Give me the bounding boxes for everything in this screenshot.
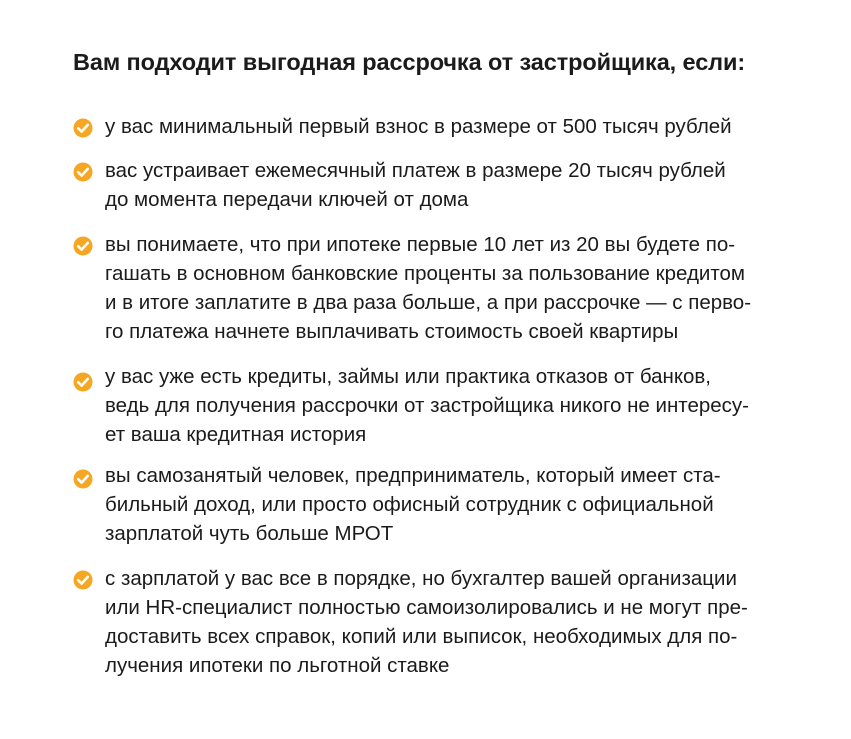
text-line: лучения ипотеки по льготной ставке [105,654,450,677]
text-line: ет ваша кредитная история [105,423,367,446]
check-circle-icon [73,236,93,256]
text-line: вы самозанятый человек, предприниматель, который имеет ста- [105,464,721,487]
text-line: у вас уже есть кредиты, займы или практика отказов от банков, [105,365,712,388]
text-line: доставить всех справок, копий или выписок, необходимых для по- [105,625,738,648]
check-circle-icon [73,469,93,489]
text-line: го платежа начнете выплачивать стоимость своей квартиры [105,320,679,343]
list-item-text [105,112,732,141]
text-line: вас устраивает ежемесячный платеж в размере 20 тысяч рублей [105,159,726,182]
text-line: или HR-специалист полностью самоизолировались и не могут пре- [105,596,748,619]
list-item-text [105,156,726,214]
check-circle-icon [73,570,93,590]
check-circle-icon [73,372,93,392]
list-item-text [105,362,749,449]
text-line: гашать в основном банковские проценты за пользование кредитом [105,262,746,285]
list-item-text [105,461,721,548]
list-item-text [105,564,748,680]
text-line: и в итоге заплатите в два раза больше, а при рассрочке — с перво- [105,291,752,314]
text-line: у вас минимальный первый взнос в размере от 500 тысяч рублей [105,115,732,138]
list-item-text [105,230,751,346]
text-line: вы понимаете, что при ипотеке первые 10 лет из 20 вы будете по- [105,233,736,256]
text-line: бильный доход, или просто офисный сотрудник с официальной [105,493,714,516]
check-circle-icon [73,118,93,138]
text-line: с зарплатой у вас все в порядке, но бухгалтер вашей организации [105,567,737,590]
text-line: до момента передачи ключей от дома [105,188,469,211]
text-line: ведь для получения рассрочки от застройщика никого не интересу- [105,394,749,417]
check-circle-icon [73,162,93,182]
page-title: Вам подходит выгодная рассрочка от застройщика, если: [73,49,746,75]
text-line: зарплатой чуть больше МРОТ [105,522,394,545]
